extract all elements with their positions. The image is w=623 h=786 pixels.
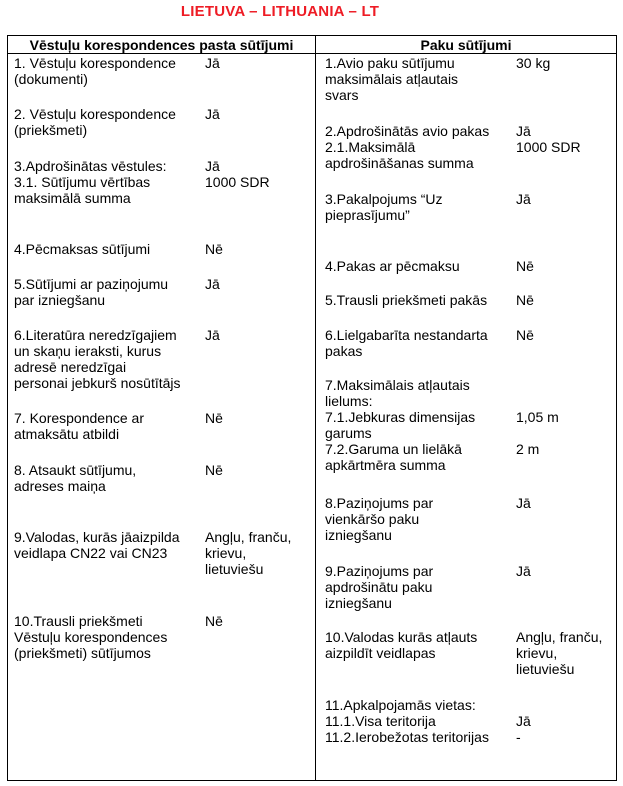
left-item-9-label: 9.Valodas, kurās jāaizpilda veidlapa CN22 vai CN23 <box>14 529 180 561</box>
left-item-4-label: 4.Pēcmaksas sūtījumi <box>14 241 151 257</box>
left-item-10-value: Nē <box>205 613 223 629</box>
left-item-2-value: Jā <box>205 106 220 122</box>
right-item-2-label: 2.Apdrošinātās avio pakas 2.1.Maksimālā apdrošināšanas summa <box>325 123 490 171</box>
right-item-11-label: 11.Apkalpojamās vietas: 11.1.Visa teritorija 11.2.Ierobežotas teritorijas <box>325 697 489 745</box>
right-item-3-value: Jā <box>516 191 531 207</box>
right-item-2-value: Jā 1000 SDR <box>516 123 581 155</box>
left-item-2-label: 2. Vēstuļu korespondence (priekšmeti) <box>14 106 176 138</box>
right-item-4-label: 4.Pakas ar pēcmaksu <box>325 258 460 274</box>
right-column-header: Paku sūtījumi <box>420 37 512 53</box>
left-item-7-value: Nē <box>205 410 223 426</box>
left-item-5-value: Jā <box>205 276 220 292</box>
right-item-8-label: 8.Paziņojums par vienkāršo paku izniegšanu <box>325 495 434 543</box>
left-item-10-label: 10.Trausli priekšmeti Vēstuļu korespondences (priekšmeti) sūtījumos <box>14 613 168 661</box>
left-item-3-label: 3.Apdrošinātas vēstules: 3.1. Sūtījumu vērtības maksimālā summa <box>14 158 167 206</box>
right-item-4-value: Nē <box>516 258 534 274</box>
left-item-4-value: Nē <box>205 241 223 257</box>
right-item-9-label: 9.Paziņojums par apdrošinātu paku izniegšanu <box>325 563 434 611</box>
page-title: LIETUVA – LITHUANIA – LT <box>180 3 380 20</box>
left-item-5-label: 5.Sūtījumi ar paziņojumu par izniegšanu <box>14 276 169 308</box>
column-divider <box>315 36 316 780</box>
left-item-7-label: 7. Korespondence ar atmaksātu atbildi <box>14 410 144 442</box>
right-item-7-label: 7.Maksimālais atļautais lielums: 7.1.Jebkuras dimensijas garums 7.2.Garuma un lielākā apkārtmēra summa <box>325 377 476 473</box>
left-item-8-value: Nē <box>205 462 223 478</box>
left-item-6-value: Jā <box>205 327 220 343</box>
right-item-5-value: Nē <box>516 292 534 308</box>
left-item-1-label: 1. Vēstuļu korespondence (dokumenti) <box>14 55 176 87</box>
left-item-6-label: 6.Literatūra neredzīgajiem un skaņu ieraksti, kurus adresē neredzīgai personai jebkurš nosūtītājs <box>14 327 181 391</box>
right-item-6-value: Nē <box>516 327 534 343</box>
right-item-10-value: Angļu, franču, krievu, lietuviešu <box>516 629 603 677</box>
right-item-11-value: Jā - <box>516 713 531 745</box>
services-table <box>7 35 617 781</box>
left-item-3-value: Jā 1000 SDR <box>205 158 270 190</box>
header-divider <box>8 53 616 54</box>
right-item-6-label: 6.Lielgabarīta nestandarta pakas <box>325 327 488 359</box>
right-item-1-value: 30 kg <box>516 55 551 71</box>
right-item-1-label: 1.Avio paku sūtījumu maksimālais atļautais svars <box>325 55 459 103</box>
right-item-8-value: Jā <box>516 495 531 511</box>
right-item-3-label: 3.Pakalpojums “Uz pieprasījumu” <box>325 191 443 223</box>
left-column-header: Vēstuļu korespondences pasta sūtījumi <box>29 37 294 53</box>
left-item-9-value: Angļu, franču, krievu, lietuviešu <box>205 529 292 577</box>
left-item-1-value: Jā <box>205 55 220 71</box>
right-item-5-label: 5.Trausli priekšmeti pakās <box>325 292 488 308</box>
right-item-10-label: 10.Valodas kurās atļauts aizpildīt veidlapas <box>325 629 478 661</box>
right-item-9-value: Jā <box>516 563 531 579</box>
right-item-7-value: 1,05 m 2 m <box>516 409 559 457</box>
left-item-8-label: 8. Atsaukt sūtījumu, adreses maiņa <box>14 462 137 494</box>
